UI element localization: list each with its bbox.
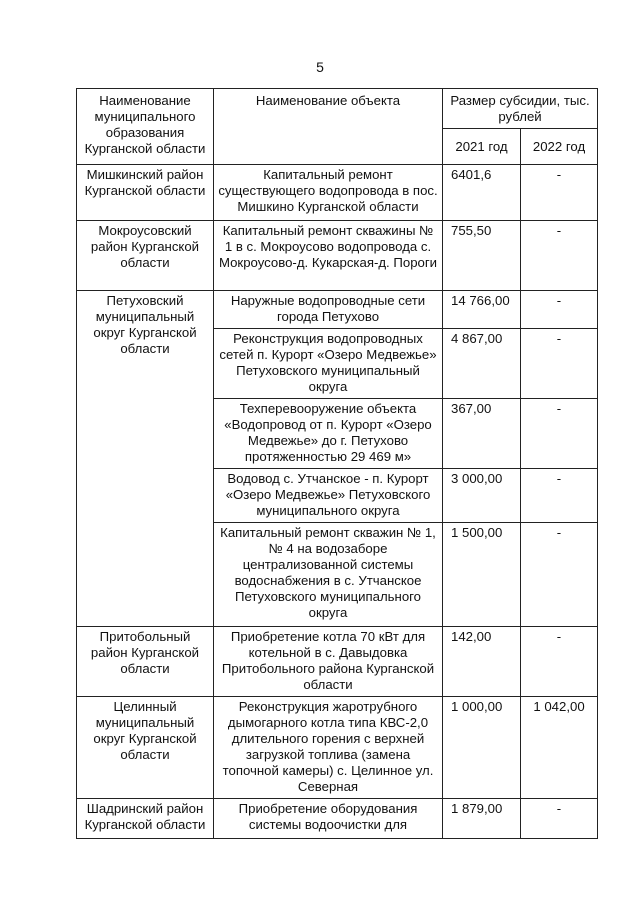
table-row: [77, 627, 598, 697]
municipality-cell: Шадринский район Курганской области: [77, 799, 214, 839]
object-cell: Приобретение котла 70 кВт для котельной в с. Давыдовка Притобольного района Курганской области: [214, 627, 443, 697]
municipality-cell: Целинный муниципальный округ Курганской области: [77, 697, 214, 799]
value-2021-cell: 367,00: [443, 399, 521, 469]
value-2022-cell: -: [521, 627, 598, 697]
object-cell: Техперевооружение объекта «Водопровод от п. Курорт «Озеро Медвежье» до г. Петухово протяженностью 29 469 м»: [214, 399, 443, 469]
object-cell: Приобретение оборудования системы водоочистки для: [214, 799, 443, 839]
value-2022-cell: -: [521, 165, 598, 221]
value-2021-cell: 1 000,00: [443, 697, 521, 799]
value-2022-cell: -: [521, 291, 598, 329]
municipality-cell: Мишкинский район Курганской области: [77, 165, 214, 221]
value-2021-cell: 4 867,00: [443, 329, 521, 399]
table-row: [77, 221, 598, 291]
value-2022-cell: -: [521, 221, 598, 291]
municipality-cell: Петуховский муниципальный округ Курганской области: [77, 291, 214, 627]
value-2021-cell: 3 000,00: [443, 469, 521, 523]
table-row: [77, 291, 598, 329]
value-2022-cell: 1 042,00: [521, 697, 598, 799]
header-subsidy: Размер субсидии, тыс. рублей: [443, 89, 598, 129]
object-cell: Водовод с. Утчанское - п. Курорт «Озеро Медвежье» Петуховского муниципального округа: [214, 469, 443, 523]
value-2021-cell: 1 879,00: [443, 799, 521, 839]
page-number: 5: [316, 59, 324, 75]
table-header-row: [77, 89, 598, 129]
municipality-cell: Притобольный район Курганской области: [77, 627, 214, 697]
header-year-2021: 2021 год: [443, 129, 521, 165]
value-2021-cell: 755,50: [443, 221, 521, 291]
object-cell: Капитальный ремонт скважин № 1, № 4 на водозаборе централизованной системы водоснабжения в с. Утчанское Петуховского муниципального округа: [214, 523, 443, 627]
object-cell: Капитальный ремонт скважины № 1 в с. Мокроусово водопровода с. Мокроусово-д. Кукарская-д. Пороги: [214, 221, 443, 291]
subsidy-table: [76, 88, 598, 839]
value-2021-cell: 6401,6: [443, 165, 521, 221]
value-2021-cell: 14 766,00: [443, 291, 521, 329]
value-2022-cell: -: [521, 329, 598, 399]
value-2022-cell: -: [521, 469, 598, 523]
header-year-2022: 2022 год: [521, 129, 598, 165]
object-cell: Реконструкция жаротрубного дымогарного котла типа КВС-2,0 длительного горения с верхней загрузкой топлива (замена топочной камеры) с. Целинное ул. Северная: [214, 697, 443, 799]
object-cell: Капитальный ремонт существующего водопровода в пос. Мишкино Курганской области: [214, 165, 443, 221]
value-2021-cell: 142,00: [443, 627, 521, 697]
value-2021-cell: 1 500,00: [443, 523, 521, 627]
municipality-cell: Мокроусовский район Курганской области: [77, 221, 214, 291]
value-2022-cell: -: [521, 399, 598, 469]
table-row: [77, 165, 598, 221]
table-row: [77, 697, 598, 799]
header-object: Наименование объекта: [214, 89, 443, 165]
object-cell: Наружные водопроводные сети города Петухово: [214, 291, 443, 329]
value-2022-cell: -: [521, 799, 598, 839]
table-row: [77, 799, 598, 839]
object-cell: Реконструкция водопроводных сетей п. Курорт «Озеро Медвежье» Петуховского муниципальный округа: [214, 329, 443, 399]
value-2022-cell: -: [521, 523, 598, 627]
header-municipality: Наименование муниципального образования Курганской области: [77, 89, 214, 165]
